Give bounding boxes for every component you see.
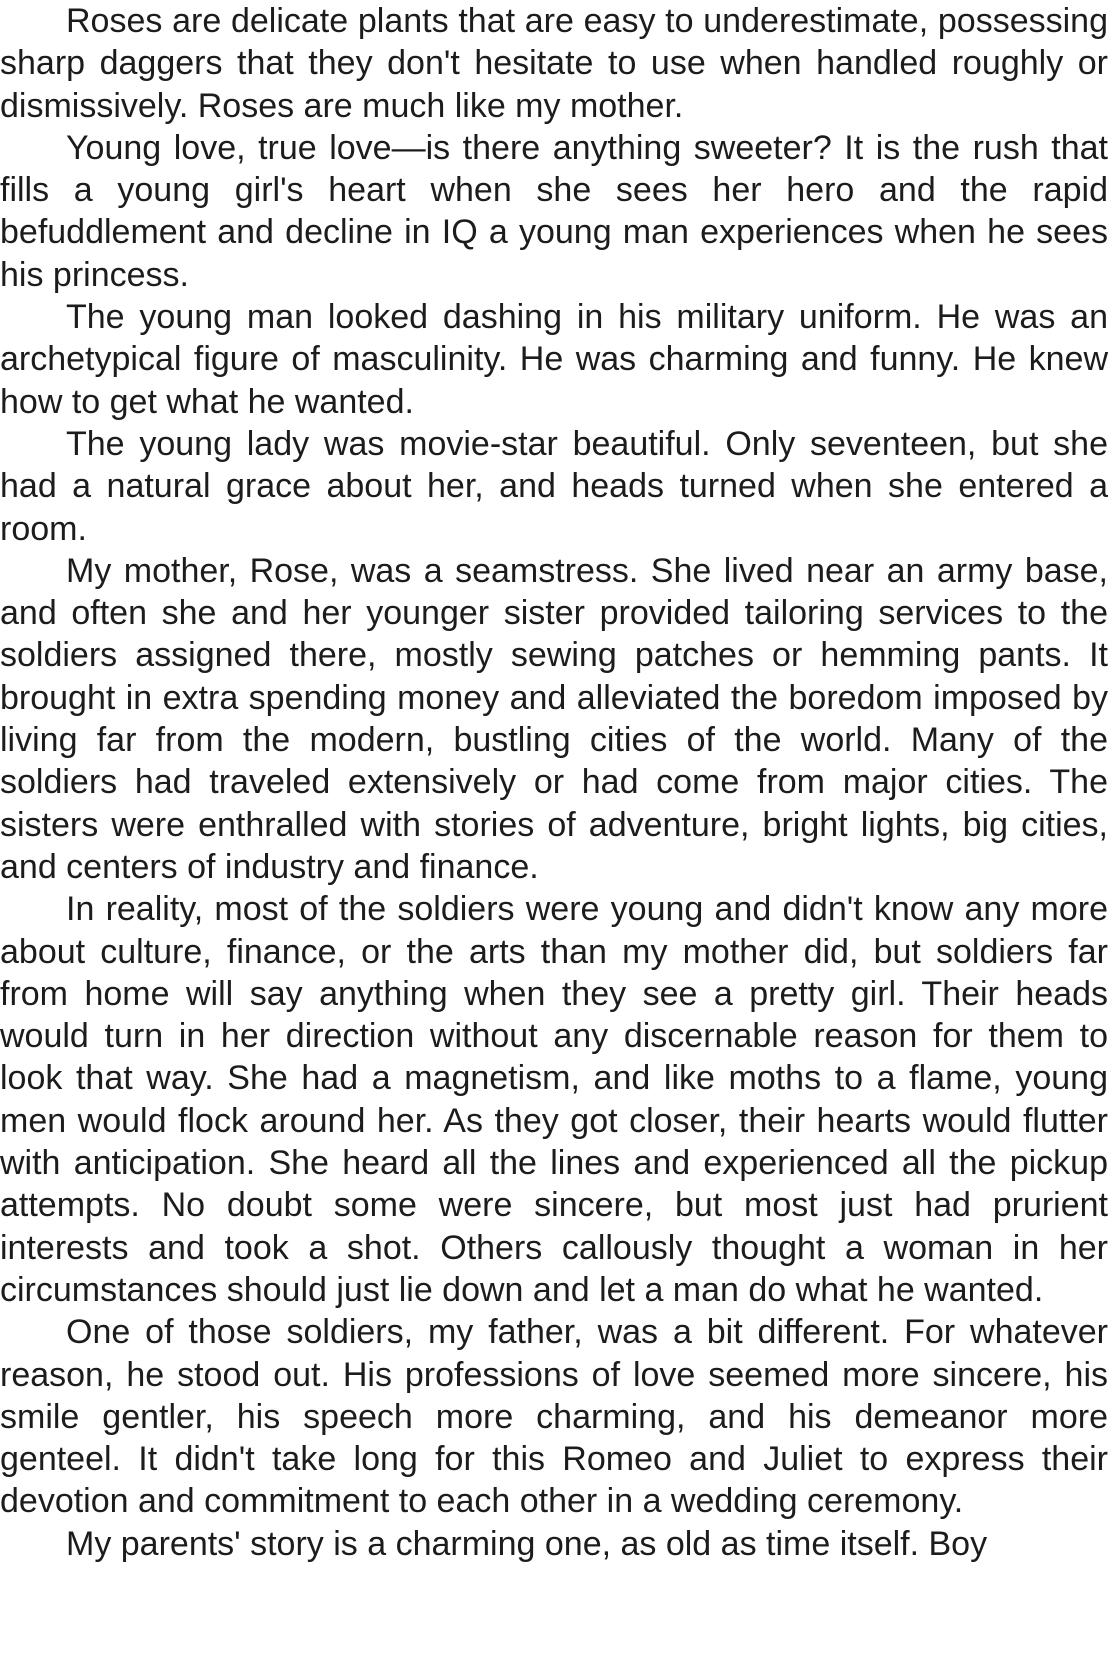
paragraph: Roses are delicate plants that are easy to underestimate, possessing sharp daggers that they don't hesitate to use when handled roughly or dismissively. Roses are much like my mother. <box>0 2 1108 125</box>
paragraph: Young love, true love—is there anything sweeter? It is the rush that fills a young girl's heart when she sees her hero and the rapid befuddlement and decline in IQ a young man experiences when he sees his princess. <box>0 128 1108 294</box>
paragraph: One of those soldiers, my father, was a bit different. For whatever reason, he stood out. His professions of love seemed more sincere, his smile gentler, his speech more charming, and his demeanor more genteel. It didn't take long for this Romeo and Juliet to express their devotion and commitment to each other in a wedding ceremony. <box>0 1313 1108 1521</box>
paragraph: My parents' story is a charming one, as old as time itself. Boy <box>66 1524 988 1563</box>
paragraph: My mother, Rose, was a seamstress. She lived near an army base, and often she and her younger sister provided tailoring services to the soldiers assigned there, mostly sewing patches or hemming pants. It brought in extra spending money and alleviated the boredom imposed by living far from the modern, bustling cities of the world. Many of the soldiers had traveled extensively or had come from major cities. The sisters were enthralled with stories of adventure, bright lights, big cities, and centers of industry and finance. <box>0 551 1108 886</box>
paragraph: The young lady was movie-star beautiful. Only seventeen, but she had a natural grace about her, and heads turned when she entered a room. <box>0 424 1108 548</box>
paragraph: In reality, most of the soldiers were young and didn't know any more about culture, finance, or the arts than my mother did, but soldiers far from home will say anything when they see a pretty girl. Their heads would turn in her direction without any discernable reason for them to look that way. She had a magnetism, and like moths to a flame, young men would flock around her. As they got closer, their hearts would flutter with anticipation. She heard all the lines and experienced all the pickup attempts. No doubt some were sincere, but most just had prurient interests and took a shot. Others callously thought a woman in her circumstances should just lie down and let a man do what he wanted. <box>0 890 1108 1309</box>
paragraph: The young man looked dashing in his military uniform. He was an archetypical figure of masculinity. He was charming and funny. He knew how to get what he wanted. <box>0 298 1108 421</box>
